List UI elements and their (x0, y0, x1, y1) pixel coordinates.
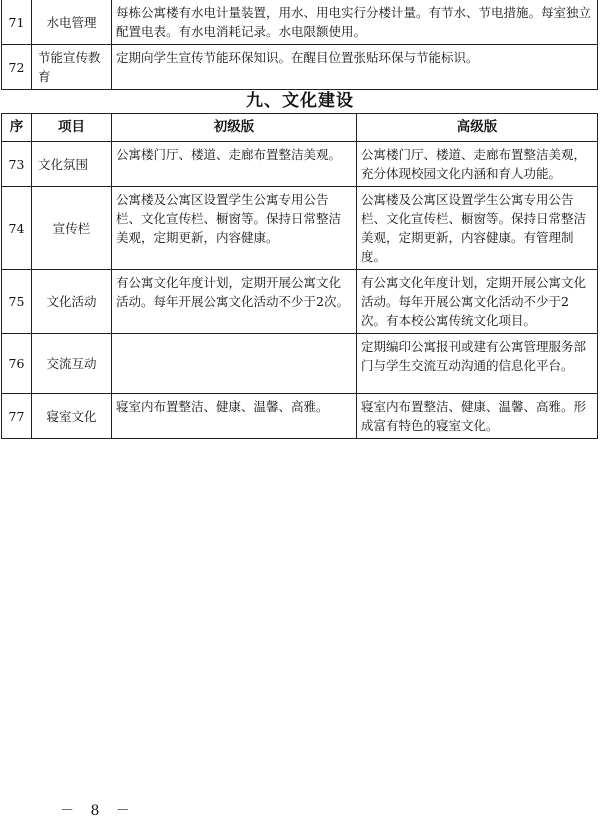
energy-table (1, 0, 598, 90)
table-row (2, 142, 598, 187)
row-item: 水电管理 (32, 0, 112, 45)
row-advanced: 公寓楼及公寓区设置学生公寓专用公告栏、文化宣传栏、橱窗等。保持日常整洁美观，定期更新，内容健康。有管理制度。 (357, 187, 598, 270)
row-advanced: 寝室内布置整洁、健康、温馨、高雅。形成富有特色的寝室文化。 (357, 394, 598, 439)
row-basic (112, 334, 357, 394)
row-content: 每栋公寓楼有水电计量装置，用水、用电实行分楼计量。有节水、节电措施。每室独立配置电表。有水电消耗记录。水电限额使用。 (112, 0, 598, 45)
row-basic: 有公寓文化年度计划，定期开展公寓文化活动。每年开展公寓文化活动不少于2次。 (112, 270, 357, 334)
row-item: 节能宣传教育 (32, 45, 112, 90)
header-no: 序 (2, 114, 32, 142)
header-basic: 初级版 (112, 114, 357, 142)
row-item: 交流互动 (32, 334, 112, 394)
row-advanced: 公寓楼门厅、楼道、走廊布置整洁美观，充分体现校园文化内涵和育人功能。 (357, 142, 598, 187)
header-advanced: 高级版 (357, 114, 598, 142)
row-number: 77 (2, 394, 32, 439)
row-item: 寝室文化 (32, 394, 112, 439)
row-item: 文化活动 (32, 270, 112, 334)
section-title: 九、文化建设 (246, 91, 354, 111)
page-number: － 8 － (60, 803, 136, 819)
row-number: 71 (2, 0, 32, 45)
row-number: 76 (2, 334, 32, 394)
row-item: 宣传栏 (32, 187, 112, 270)
row-advanced: 定期编印公寓报刊或建有公寓管理服务部门与学生交流互动沟通的信息化平台。 (357, 334, 598, 394)
row-basic: 公寓楼门厅、楼道、走廊布置整洁美观。 (112, 142, 357, 187)
row-number: 72 (2, 45, 32, 90)
table-row (2, 394, 598, 439)
row-content: 定期向学生宣传节能环保知识。在醒目位置张贴环保与节能标识。 (112, 45, 598, 90)
table-row (2, 187, 598, 270)
header-item: 项目 (32, 114, 112, 142)
table-row (2, 334, 598, 394)
table-header-row (2, 114, 598, 142)
culture-table (1, 113, 598, 439)
row-advanced: 有公寓文化年度计划，定期开展公寓文化活动。每年开展公寓文化活动不少于2次。有本校公寓传统文化项目。 (357, 270, 598, 334)
row-basic: 公寓楼及公寓区设置学生公寓专用公告栏、文化宣传栏、橱窗等。保持日常整洁美观，定期更新，内容健康。 (112, 187, 357, 270)
row-number: 74 (2, 187, 32, 270)
table-row (2, 0, 598, 45)
row-number: 75 (2, 270, 32, 334)
row-item: 文化氛围 (32, 142, 112, 187)
table-row (2, 45, 598, 90)
row-number: 73 (2, 142, 32, 187)
table-row (2, 270, 598, 334)
row-basic: 寝室内布置整洁、健康、温馨、高雅。 (112, 394, 357, 439)
